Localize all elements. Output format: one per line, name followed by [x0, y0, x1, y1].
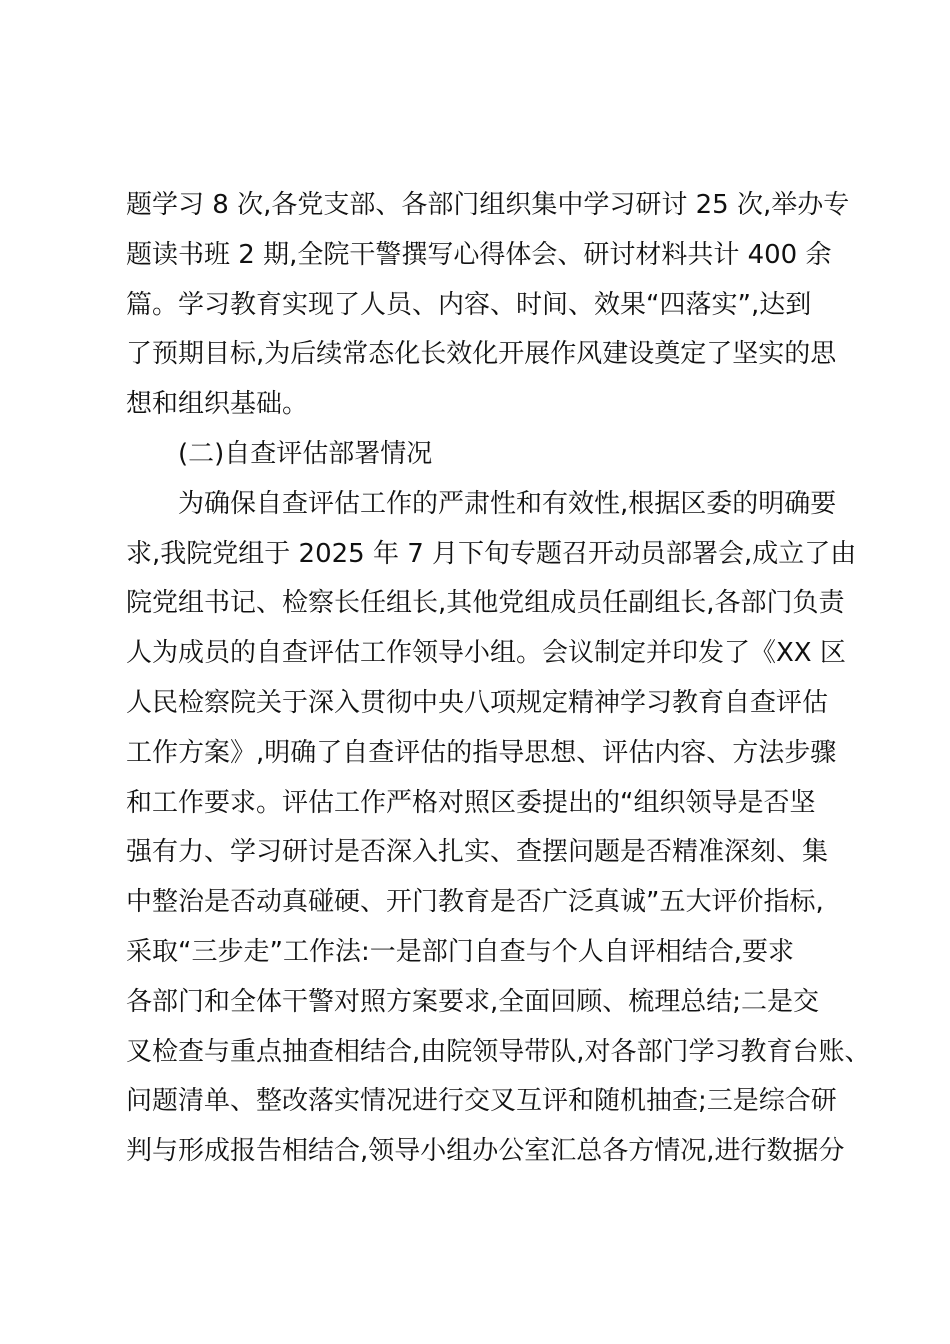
paragraph-2-line-3: 院党组书记、检察长任组长,其他党组成员任副组长,各部门负责 [126, 588, 845, 619]
paragraph-2-line-11: 各部门和全体干警对照方案要求,全面回顾、梳理总结;二是交 [126, 986, 820, 1017]
paragraph-2-line-13: 问题清单、整改落实情况进行交叉互评和随机抽查;三是综合研 [126, 1086, 837, 1117]
paragraph-2-line-5: 人民检察院关于深入贯彻中央八项规定精神学习教育自查评估 [126, 687, 829, 718]
paragraph-2-line-6: 工作方案》,明确了自查评估的指导思想、评估内容、方法步骤 [126, 737, 837, 768]
paragraph-2-line-2: 求,我院党组于 2025 年 7 月下旬专题召开动员部署会,成立了由 [126, 538, 857, 569]
paragraph-1-line-3: 篇。学习教育实现了人员、内容、时间、效果“四落实”,达到 [126, 289, 812, 320]
paragraph-2-line-12: 叉检查与重点抽查相结合,由院领导带队,对各部门学习教育台账、 [126, 1036, 871, 1067]
paragraph-1-line-1: 题学习 8 次,各党支部、各部门组织集中学习研讨 25 次,举办专 [126, 190, 850, 220]
paragraph-1-line-5: 想和组织基础。 [126, 389, 309, 420]
paragraph-1-line-2: 题读书班 2 期,全院干警撰写心得体会、研讨材料共计 400 余 [126, 239, 832, 270]
paragraph-1-line-4: 了预期目标,为后续常态化长效化开展作风建设奠定了坚实的思 [126, 339, 837, 370]
document-body [126, 181, 871, 1177]
paragraph-2-line-4: 人为成员的自查评估工作领导小组。会议制定并印发了《XX 区 [126, 638, 846, 669]
paragraph-2-line-10: 采取“三步走”工作法:一是部门自查与个人自评相结合,要求 [126, 936, 794, 967]
section-heading: (二)自查评估部署情况 [178, 438, 433, 469]
paragraph-2-line-7: 和工作要求。评估工作严格对照区委提出的“组织领导是否坚 [126, 787, 816, 818]
paragraph-2-line-9: 中整治是否动真碰硬、开门教育是否广泛真诚”五大评价指标, [126, 887, 824, 918]
paragraph-2-line-14: 判与形成报告相结合,领导小组办公室汇总各方情况,进行数据分 [126, 1136, 845, 1167]
paragraph-2-line-8: 强有力、学习研讨是否深入扎实、查摆问题是否精准深刻、集 [126, 837, 829, 868]
paragraph-2-line-1: 为确保自查评估工作的严肃性和有效性,根据区委的明确要 [178, 488, 837, 519]
